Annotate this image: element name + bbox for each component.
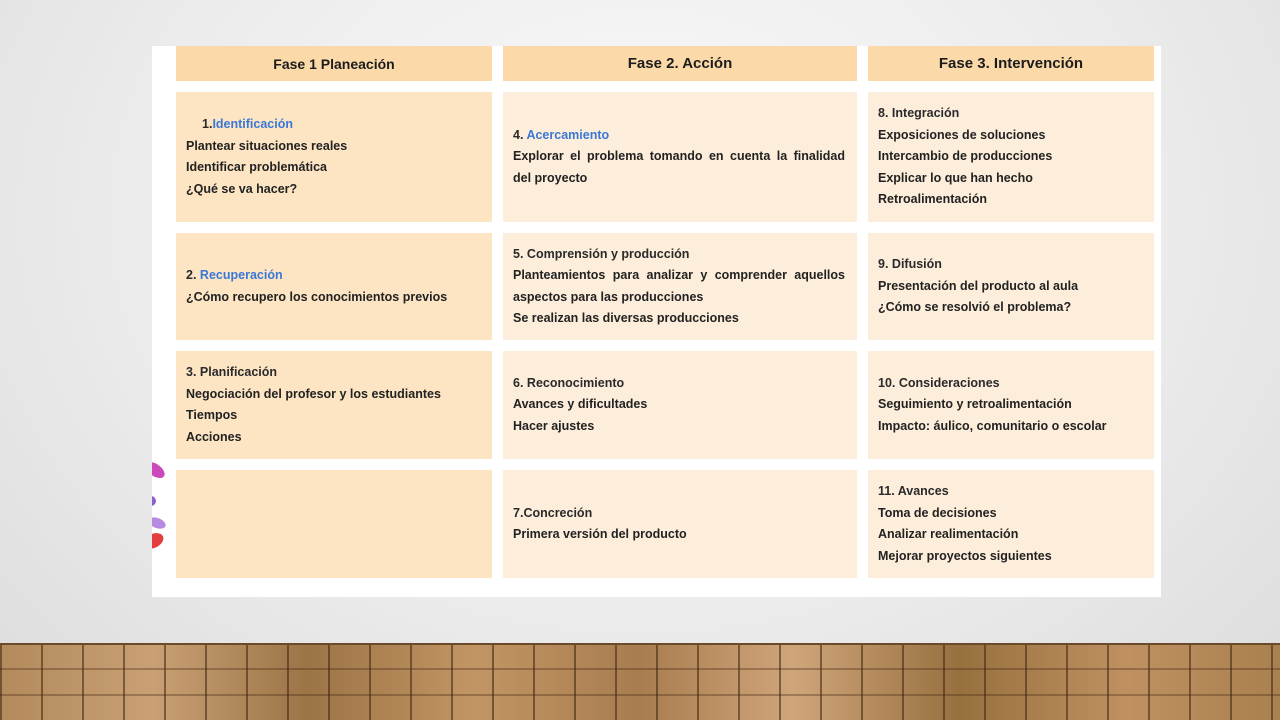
header-fase-1: Fase 1 Planeación: [176, 46, 492, 81]
decorative-splash: [152, 496, 156, 506]
cell-line: ¿Cómo recupero los conocimientos previos: [186, 289, 448, 304]
cell-line: Hacer ajustes: [513, 418, 595, 433]
cell-difusion: [868, 233, 1154, 340]
cell-line: Toma de decisiones: [878, 505, 997, 520]
cell-line: Explorar el problema tomando en cuenta la finalidad del proyecto: [513, 149, 845, 185]
cell-line: Negociación del profesor y los estudiantes: [186, 386, 441, 401]
wooden-floor: [0, 643, 1280, 720]
cell-avances: [868, 470, 1154, 578]
cell-line: Explicar lo que han hecho: [878, 170, 1033, 185]
cell-line: Plantear situaciones reales: [186, 138, 348, 153]
cell-line: Intercambio de producciones: [878, 149, 1053, 164]
decorative-splash: [152, 459, 167, 481]
header-fase-3: Fase 3. Intervención: [868, 46, 1154, 81]
cell-line: Identificar problemática: [186, 160, 328, 174]
decorative-splash: [152, 515, 167, 531]
cell-consideraciones: [868, 351, 1154, 459]
cell-line: ¿Cómo se resolvió el problema?: [878, 300, 1072, 315]
cell-reconocimiento: [503, 351, 857, 459]
decorative-splash: [152, 530, 166, 552]
cell-title: 6. Reconocimiento: [513, 375, 625, 390]
cell-title: 8. Integración: [878, 106, 960, 121]
cell-title: 3. Planificación: [186, 365, 278, 379]
cell-line: Tiempos: [186, 408, 238, 422]
cell-line: Seguimiento y retroalimentación: [878, 397, 1072, 412]
cell-line: Se realizan las diversas producciones: [513, 311, 739, 325]
cell-recuperacion: [176, 233, 492, 340]
cell-title: 2. Recuperación: [186, 268, 283, 282]
cell-line: Planteamientos para analizar y comprender aquellos aspectos para las producciones: [513, 268, 845, 304]
cell-title: 1.Identificación: [202, 117, 294, 131]
cell-line: Avances y dificultades: [513, 397, 648, 412]
cell-title: 4. Acercamiento: [513, 127, 610, 142]
cell-line: Retroalimentación: [878, 192, 988, 207]
cell-acercamiento: [503, 92, 857, 222]
cell-title: 7.Concreción: [513, 505, 593, 520]
cell-line: Mejorar proyectos siguientes: [878, 548, 1052, 563]
cell-title: 11. Avances: [878, 484, 949, 498]
cell-comprension: [503, 233, 857, 340]
cell-line: ¿Qué se va hacer?: [186, 181, 298, 196]
cell-planificacion: [176, 351, 492, 459]
cell-line: Presentación del producto al aula: [878, 278, 1079, 293]
cell-integracion: [868, 92, 1154, 222]
cell-title: 9. Difusión: [878, 257, 942, 272]
cell-line: Analizar realimentación: [878, 527, 1019, 541]
cell-title: 5. Comprensión y producción: [513, 246, 690, 261]
cell-empty: [176, 470, 492, 578]
header-fase-2: Fase 2. Acción: [503, 46, 857, 81]
cell-line: Acciones: [186, 429, 242, 444]
cell-line: Primera versión del producto: [513, 527, 687, 541]
phases-table-image: [152, 46, 1161, 597]
cell-title: 10. Consideraciones: [878, 375, 1000, 390]
cell-line: Exposiciones de soluciones: [878, 127, 1046, 142]
cell-line: Impacto: áulico, comunitario o escolar: [878, 418, 1107, 433]
cell-concrecion: [503, 470, 857, 578]
cell-identificacion: [176, 92, 492, 222]
